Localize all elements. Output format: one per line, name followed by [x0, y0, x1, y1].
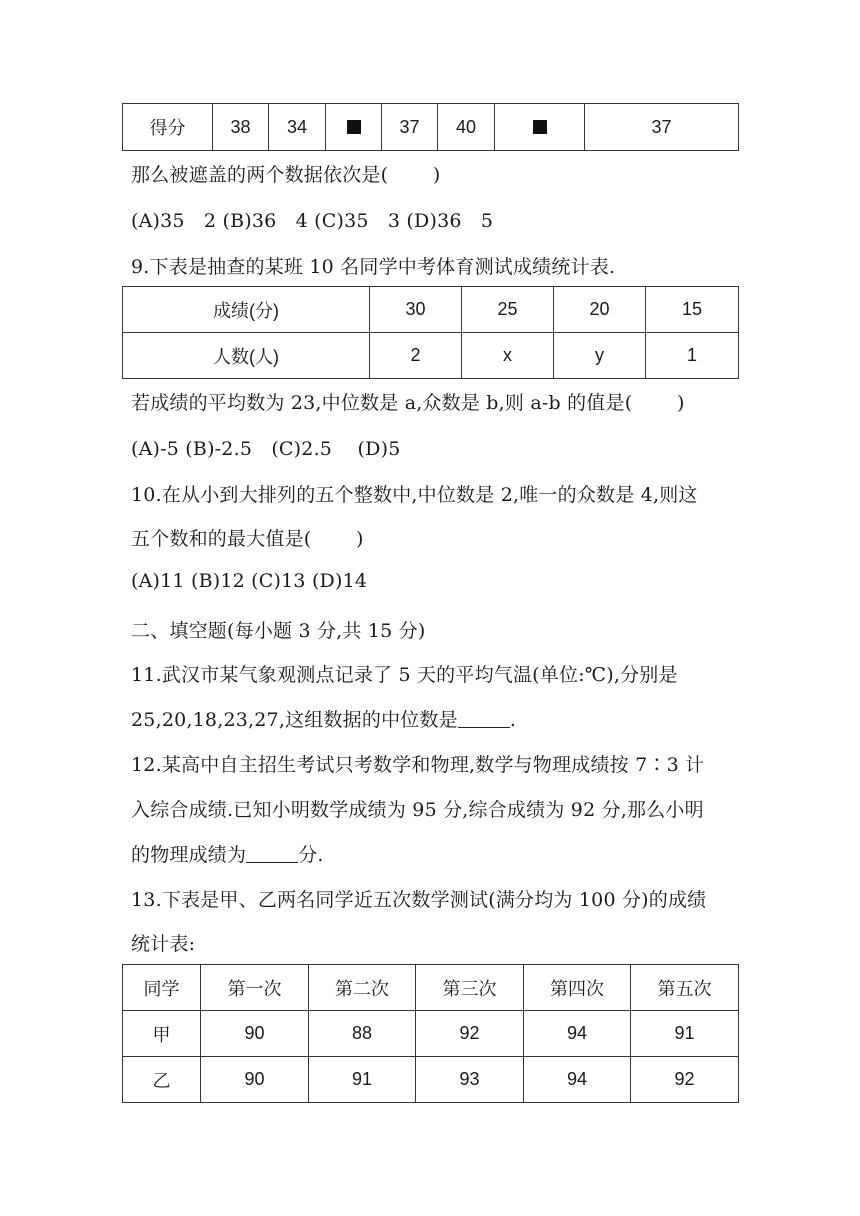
table-row — [123, 1011, 739, 1057]
table-row — [123, 333, 739, 379]
table-cell: 37 — [382, 104, 438, 151]
table-cell: x — [462, 333, 554, 379]
table-cell: 40 — [438, 104, 495, 151]
table-cell: 37 — [585, 104, 739, 151]
table-cell: 38 — [213, 104, 269, 151]
scores-table — [122, 103, 739, 151]
q8-options: (A)35 2 (B)36 4 (C)35 3 (D)36 5 — [131, 210, 494, 232]
q12-line3 — [131, 840, 324, 867]
q12-end: 分. — [298, 844, 324, 866]
q11-end: . — [509, 709, 517, 731]
table-cell: 90 — [201, 1057, 309, 1103]
black-square-icon — [533, 120, 547, 134]
table-cell: 92 — [631, 1057, 739, 1103]
table-header-cell: 第四次 — [524, 965, 631, 1011]
table-cell: 25 — [462, 287, 554, 333]
q9-table — [122, 286, 739, 379]
table-header-cell: 第一次 — [201, 965, 309, 1011]
table-cell: 93 — [416, 1057, 524, 1103]
q13-table — [122, 964, 739, 1103]
table-cell: 91 — [309, 1057, 416, 1103]
table-row — [123, 965, 739, 1011]
q10-line2: 五个数和的最大值是( ) — [131, 528, 364, 550]
table-cell: 34 — [269, 104, 326, 151]
table-cell: 30 — [370, 287, 462, 333]
masked-cell — [495, 104, 585, 151]
table-cell: 成绩(分) — [123, 287, 370, 333]
q11-text: 25,20,18,23,27,这组数据的中位数是 — [131, 709, 458, 731]
table-cell: 得分 — [123, 104, 213, 151]
q11-line2 — [131, 705, 516, 732]
q12-text: 的物理成绩为 — [131, 844, 247, 866]
table-cell: 94 — [524, 1057, 631, 1103]
q10-options: (A)11 (B)12 (C)13 (D)14 — [131, 570, 368, 592]
table-cell: 91 — [631, 1011, 739, 1057]
q9-options: (A)-5 (B)-2.5 (C)2.5 (D)5 — [131, 438, 401, 460]
q9-question: 若成绩的平均数为 23,中位数是 a,众数是 b,则 a-b 的值是( ) — [131, 392, 685, 414]
q12-line1: 12.某高中自主招生考试只考数学和物理,数学与物理成绩按 7∶3 计 — [131, 754, 705, 776]
table-header-cell: 第五次 — [631, 965, 739, 1011]
q10-line1: 10.在从小到大排列的五个整数中,中位数是 2,唯一的众数是 4,则这 — [131, 484, 698, 506]
answer-blank — [458, 711, 510, 728]
q12-line2: 入综合成绩.已知小明数学成绩为 95 分,综合成绩为 92 分,那么小明 — [131, 799, 704, 821]
q11-line1: 11.武汉市某气象观测点记录了 5 天的平均气温(单位:℃),分别是 — [131, 664, 678, 686]
q9-stem: 9.下表是抽查的某班 10 名同学中考体育测试成绩统计表. — [131, 256, 616, 278]
table-row — [123, 1057, 739, 1103]
table-row — [123, 287, 739, 333]
table-cell: 92 — [416, 1011, 524, 1057]
q8-question: 那么被遮盖的两个数据依次是( ) — [131, 164, 441, 186]
table-cell: 2 — [370, 333, 462, 379]
table-cell: y — [554, 333, 646, 379]
table-cell: 15 — [646, 287, 739, 333]
q13-line1: 13.下表是甲、乙两名同学近五次数学测试(满分均为 100 分)的成绩 — [131, 889, 707, 911]
masked-cell — [326, 104, 382, 151]
black-square-icon — [347, 120, 361, 134]
table-row — [123, 104, 739, 151]
table-cell: 90 — [201, 1011, 309, 1057]
table-cell: 88 — [309, 1011, 416, 1057]
table-cell: 人数(人) — [123, 333, 370, 379]
table-header-cell: 第二次 — [309, 965, 416, 1011]
table-cell: 94 — [524, 1011, 631, 1057]
table-cell: 1 — [646, 333, 739, 379]
table-cell: 20 — [554, 287, 646, 333]
answer-blank — [246, 846, 298, 863]
table-cell: 乙 — [123, 1057, 201, 1103]
q13-line2: 统计表: — [131, 933, 196, 955]
table-header-cell: 同学 — [123, 965, 201, 1011]
table-header-cell: 第三次 — [416, 965, 524, 1011]
table-cell: 甲 — [123, 1011, 201, 1057]
section-heading: 二、填空题(每小题 3 分,共 15 分) — [131, 620, 426, 642]
